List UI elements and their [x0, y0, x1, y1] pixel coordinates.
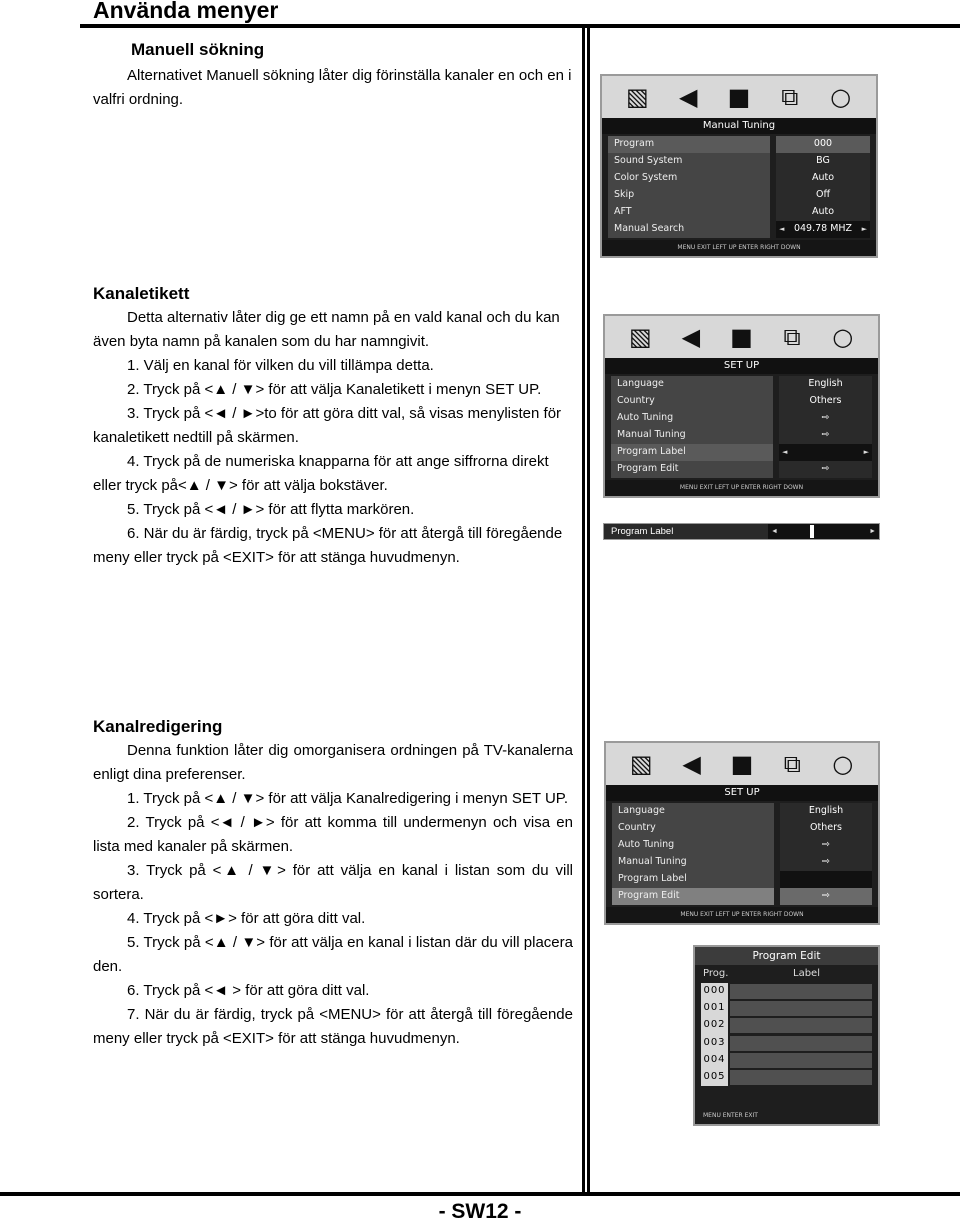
osd-row-label: Manual Tuning	[611, 427, 773, 444]
program-row[interactable]	[701, 1052, 872, 1069]
program-edit-columns	[695, 965, 878, 983]
osd-nav-bar: MENU EXIT LEFT UP ENTER RIGHT DOWN	[606, 907, 878, 923]
osd-row-label: AFT	[608, 204, 770, 221]
osd-nav-bar: MENU EXIT LEFT UP ENTER RIGHT DOWN	[602, 240, 876, 256]
paragraph: 4. Tryck på de numeriska knapparna för att ange siffrorna direkt eller tryck på<▲ / ▼> för att välja bokstäver.	[93, 453, 549, 494]
paragraph: 2. Tryck på <◄ / ►> för att komma till undermenyn och visa en lista med kanaler på skärmen.	[93, 814, 573, 855]
program-name	[730, 1053, 872, 1068]
enter-arrow-icon: ⇨	[822, 889, 830, 901]
osd-row-value	[780, 854, 872, 871]
osd-title: SET UP	[605, 358, 878, 374]
osd-row[interactable]	[611, 461, 872, 478]
osd-row-value: Auto	[776, 170, 870, 187]
paragraph: 3. Tryck på <▲ / ▼> för att välja en kanal i listan som du vill sortera.	[93, 862, 573, 903]
strip-value	[768, 524, 879, 539]
osd-row-value: English	[779, 376, 872, 393]
program-row[interactable]	[701, 1069, 872, 1086]
column-divider	[587, 28, 590, 1194]
osd-row-label: Auto Tuning	[611, 410, 773, 427]
osd-setup-edit	[604, 741, 880, 925]
paragraph: 6. När du är färdig, tryck på <MENU> för att återgå till föregående meny eller tryck på <EXIT> för att stänga huvudmenyn.	[93, 525, 563, 566]
paragraph: 5. Tryck på <▲ / ▼> för att välja en kanal i listan där du vill placera den.	[93, 934, 573, 975]
osd-row-label: Language	[611, 376, 773, 393]
osd-row-value: Off	[776, 187, 870, 204]
program-number: 003	[701, 1035, 728, 1052]
program-edit-menu	[693, 945, 880, 1126]
paragraph: 1. Välj en kanal för vilken du vill tillämpa detta.	[127, 357, 434, 374]
osd-rows	[612, 803, 872, 905]
osd-row-label: Program Edit	[612, 888, 774, 905]
column-divider	[582, 28, 585, 1194]
right-arrow-icon: ►	[861, 224, 867, 233]
program-row[interactable]	[701, 1000, 872, 1017]
screen-icon: ■	[730, 750, 754, 778]
osd-rows	[608, 136, 870, 238]
section-heading: Kanalredigering	[93, 717, 223, 736]
osd-row[interactable]	[612, 854, 872, 871]
enter-arrow-icon: ⇨	[822, 855, 830, 867]
section-heading: Manuell sökning	[131, 40, 265, 59]
header-rule	[80, 24, 960, 28]
osd-row[interactable]	[611, 427, 872, 444]
text-cursor	[810, 525, 814, 538]
paragraph: 5. Tryck på <◄ / ►> för att flytta markören.	[127, 501, 415, 518]
osd-row[interactable]	[608, 170, 870, 187]
program-name	[730, 1070, 872, 1085]
program-edit-title: Program Edit	[695, 947, 878, 965]
osd-setup-label	[603, 314, 880, 498]
osd-row-value: Others	[779, 393, 872, 410]
osd-row-value	[779, 461, 872, 478]
osd-row-value: BG	[776, 153, 870, 170]
osd-row-value	[779, 444, 872, 461]
osd-row-value: Others	[780, 820, 872, 837]
osd-row-label: Manual Search	[608, 221, 770, 238]
strip-label: Program Label	[611, 526, 674, 537]
paragraph: Detta alternativ låter dig ge ett namn på en vald kanal och du kan även byta namn på kanalen som du har namngivit.	[93, 309, 560, 350]
left-arrow-icon: ◄	[782, 447, 788, 456]
paragraph: 7. När du är färdig, tryck på <MENU> för att återgå till föregående meny eller tryck på <EXIT> för att stänga huvudmenyn.	[93, 1006, 573, 1047]
osd-row[interactable]	[608, 136, 870, 153]
osd-row[interactable]	[608, 153, 870, 170]
osd-rows	[611, 376, 872, 478]
section-heading: Kanaletikett	[93, 284, 190, 303]
osd-row-label: Program Edit	[611, 461, 773, 478]
paragraph: Alternativet Manuell sökning låter dig förinställa kanaler en och en i valfri ordning.	[93, 67, 572, 108]
clock-icon: ○	[832, 750, 854, 778]
screen-icon: ■	[727, 83, 751, 111]
program-name	[730, 1001, 872, 1016]
options-icon: ⧉	[783, 750, 801, 778]
paragraph: 1. Tryck på <▲ / ▼> för att välja Kanalredigering i menyn SET UP.	[127, 790, 569, 807]
osd-row[interactable]	[608, 221, 870, 238]
osd-row[interactable]	[611, 376, 872, 393]
program-row[interactable]	[701, 1017, 872, 1034]
osd-row-label: Program Label	[611, 444, 773, 461]
osd-row-value	[780, 837, 872, 854]
options-icon: ⧉	[783, 323, 801, 351]
program-label-strip[interactable]	[603, 523, 880, 540]
osd-row-label: Country	[611, 393, 773, 410]
left-arrow-icon: ◄	[779, 224, 785, 233]
osd-row[interactable]	[611, 410, 872, 427]
program-row[interactable]	[701, 1035, 872, 1052]
program-edit-nav-bar: MENU ENTER EXIT	[703, 1112, 758, 1119]
paragraph: 6. Tryck på <◄ > för att göra ditt val.	[127, 982, 370, 999]
osd-row-value: ◄ 049.78 MHZ ►	[776, 221, 870, 238]
picture-icon: ▧	[628, 323, 652, 351]
osd-row-label: Language	[612, 803, 774, 820]
osd-icon-bar	[605, 316, 878, 358]
osd-row-value: English	[780, 803, 872, 820]
screen-icon: ■	[730, 323, 753, 351]
section-manual-search	[93, 38, 573, 112]
program-name	[730, 984, 872, 999]
osd-row-label: Skip	[608, 187, 770, 204]
speaker-icon: ◀	[681, 323, 701, 351]
program-number: 000	[701, 983, 728, 1000]
osd-row[interactable]	[608, 204, 870, 221]
osd-manual-tuning	[600, 74, 878, 258]
column-header-label: Label	[793, 968, 820, 979]
program-number: 005	[701, 1069, 728, 1086]
enter-arrow-icon: ⇨	[821, 462, 830, 474]
osd-row-value	[780, 888, 872, 905]
paragraph: 4. Tryck på <►> för att göra ditt val.	[127, 910, 366, 927]
osd-icon-bar	[606, 743, 878, 785]
osd-row-label: Country	[612, 820, 774, 837]
osd-row[interactable]	[611, 444, 872, 461]
enter-arrow-icon: ⇨	[822, 838, 830, 850]
osd-row[interactable]	[612, 803, 872, 820]
picture-icon: ▧	[629, 750, 653, 778]
osd-nav-bar: MENU EXIT LEFT UP ENTER RIGHT DOWN	[605, 480, 878, 496]
program-name	[730, 1018, 872, 1033]
section-channel-edit	[93, 715, 573, 1051]
osd-row-label: Program Label	[612, 871, 774, 888]
picture-icon: ▧	[626, 83, 649, 111]
paragraph: 2. Tryck på <▲ / ▼> för att välja Kanaletikett i menyn SET UP.	[127, 381, 542, 398]
clock-icon: ○	[832, 323, 854, 351]
clock-icon: ○	[830, 83, 852, 111]
osd-row-label: Manual Tuning	[612, 854, 774, 871]
right-arrow-icon: ►	[869, 528, 876, 535]
page-title: Använda menyer	[93, 0, 279, 23]
osd-row-label: Color System	[608, 170, 770, 187]
osd-row[interactable]	[612, 888, 872, 905]
enter-arrow-icon: ⇨	[821, 411, 830, 423]
program-number: 002	[701, 1017, 728, 1034]
page-number: - SW12 -	[438, 1200, 522, 1221]
osd-row-value	[780, 871, 872, 888]
paragraph: 3. Tryck på <◄ / ►>to för att göra ditt val, så visas menylisten för kanaletikett nedtill på skärmen.	[93, 405, 562, 446]
osd-icon-bar	[602, 76, 876, 118]
speaker-icon: ◀	[682, 750, 701, 778]
osd-row[interactable]	[612, 820, 872, 837]
left-arrow-icon: ◄	[771, 528, 778, 535]
osd-row-label: Auto Tuning	[612, 837, 774, 854]
osd-title: Manual Tuning	[602, 118, 876, 134]
osd-row[interactable]	[612, 871, 872, 888]
paragraph: Denna funktion låter dig omorganisera ordningen på TV-kanalerna enligt dina preferenser.	[93, 742, 573, 783]
osd-title: SET UP	[606, 785, 878, 801]
osd-row[interactable]	[608, 187, 870, 204]
osd-row[interactable]	[612, 837, 872, 854]
section-channel-label	[93, 282, 573, 570]
enter-arrow-icon: ⇨	[821, 428, 830, 440]
program-name	[730, 1036, 872, 1051]
osd-row[interactable]	[611, 393, 872, 410]
osd-row-value: Auto	[776, 204, 870, 221]
program-number: 004	[701, 1052, 728, 1069]
program-number: 001	[701, 1000, 728, 1017]
osd-row-value	[779, 427, 872, 444]
speaker-icon: ◀	[678, 83, 698, 111]
column-header-prog: Prog.	[703, 968, 729, 979]
program-row[interactable]	[701, 983, 872, 1000]
osd-row-value	[779, 410, 872, 427]
osd-row-label: Program	[608, 136, 770, 153]
options-icon: ⧉	[781, 83, 799, 111]
footer-rule	[0, 1192, 960, 1196]
osd-row-value: 000	[776, 136, 870, 153]
right-arrow-icon: ►	[863, 447, 869, 456]
osd-row-label: Sound System	[608, 153, 770, 170]
